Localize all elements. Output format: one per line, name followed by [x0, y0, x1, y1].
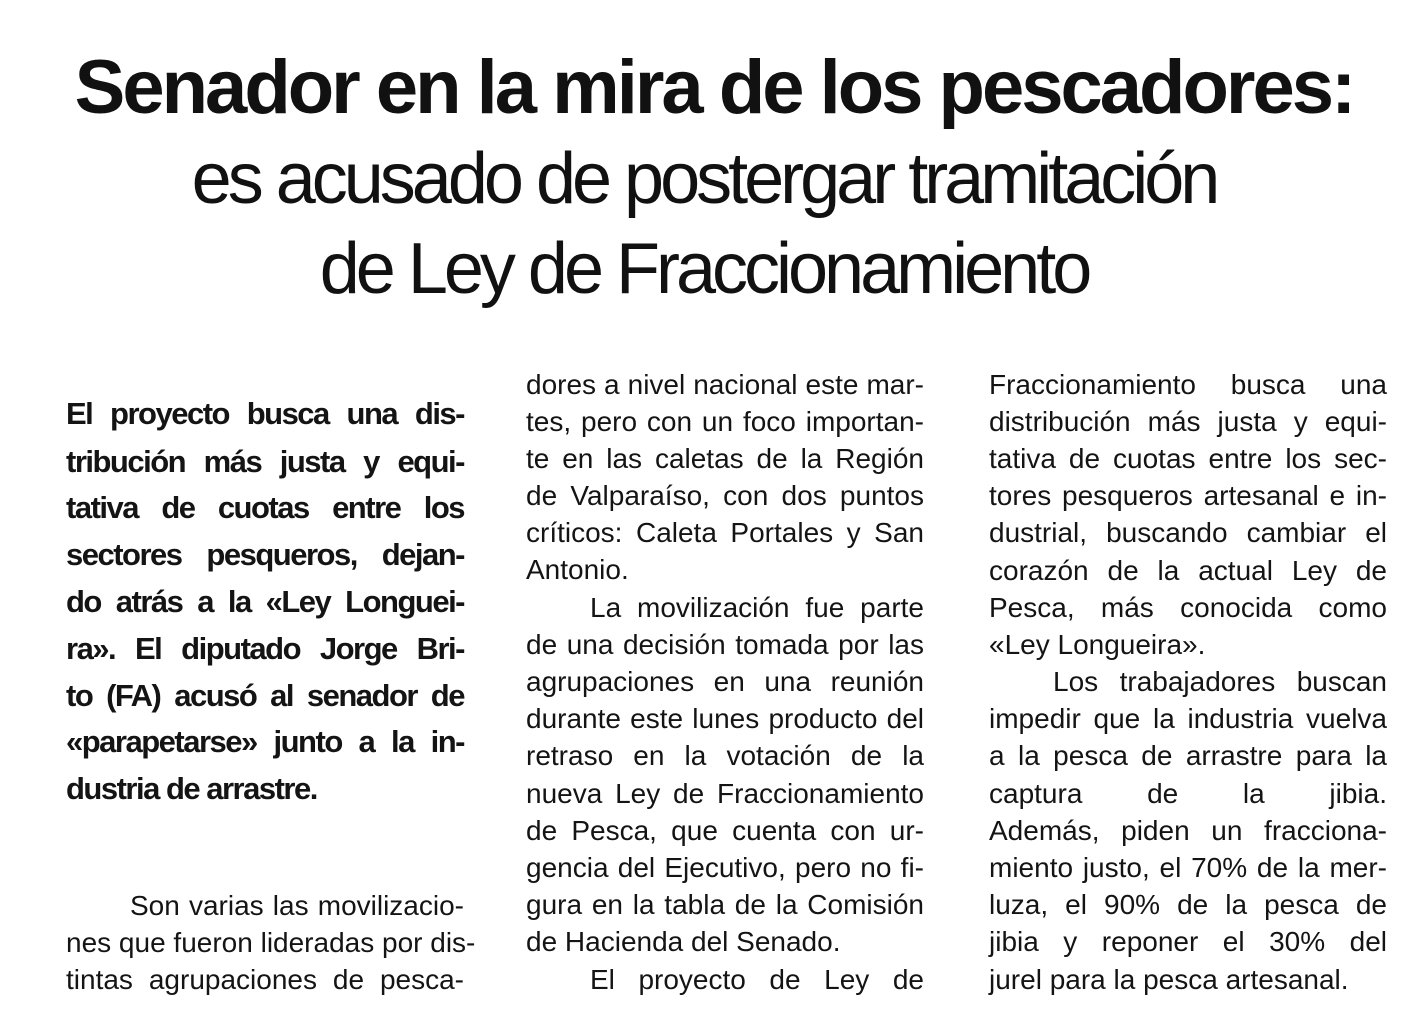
- body-line: gura en la tabla de la Comisión: [526, 889, 924, 920]
- lead-line: sectores pesqueros, dejan-: [66, 537, 464, 572]
- headline-line-3: de Ley de Fraccionamiento: [319, 229, 1089, 309]
- body-line: Además, piden un fracciona-: [989, 815, 1387, 846]
- body-line: de Hacienda del Senado.: [526, 926, 841, 957]
- lead-line: dustria de arrastre.: [66, 771, 317, 806]
- body-line: gencia del Ejecutivo, pero no fi-: [526, 852, 924, 883]
- body-line: retraso en la votación de la: [526, 740, 924, 771]
- body-line: miento justo, el 70% de la mer-: [989, 852, 1387, 883]
- body-line: tes, pero con un foco importan-: [526, 406, 924, 437]
- body-line: de Pesca, que cuenta con ur-: [526, 815, 924, 846]
- lead-line: El proyecto busca una dis-: [66, 396, 464, 431]
- body-line: a la pesca de arrastre para la: [989, 740, 1387, 771]
- body-line: «Ley Longueira».: [989, 629, 1206, 660]
- headline-line-1: Senador en la mira de los pescadores:: [74, 45, 1354, 130]
- body-line: Fraccionamiento busca una: [989, 369, 1387, 400]
- body-line: jurel para la pesca artesanal.: [989, 964, 1349, 995]
- body-line: tintas agrupaciones de pesca-: [66, 964, 464, 995]
- body-line: El proyecto de Ley de: [590, 964, 924, 995]
- body-line: La movilización fue parte: [590, 592, 924, 623]
- body-line: Antonio.: [526, 554, 629, 585]
- body-line: luza, el 90% de la pesca de: [989, 889, 1387, 920]
- body-line: tores pesqueros artesanal e in-: [989, 480, 1387, 511]
- body-line: dores a nivel nacional este mar-: [526, 369, 924, 400]
- body-line: críticos: Caleta Portales y San: [526, 517, 924, 548]
- headline-line-2: es acusado de postergar tramitación: [191, 139, 1217, 219]
- body-line: nueva Ley de Fraccionamiento: [526, 778, 924, 809]
- body-line: tativa de cuotas entre los sec-: [989, 443, 1387, 474]
- body-line: de Valparaíso, con dos puntos: [526, 480, 924, 511]
- body-line: Los trabajadores buscan: [1053, 666, 1387, 697]
- lead-line: do atrás a la «Ley Longuei-: [66, 584, 464, 619]
- body-line: agrupaciones en una reunión: [526, 666, 924, 697]
- body-line: durante este lunes producto del: [526, 703, 924, 734]
- body-line: te en las caletas de la Región: [526, 443, 924, 474]
- lead-line: to (FA) acusó al senador de: [66, 678, 464, 713]
- body-line: jibia y reponer el 30% del: [989, 926, 1387, 957]
- lead-line: «parapetarse» junto a la in-: [66, 724, 464, 759]
- lead-line: ra». El diputado Jorge Bri-: [66, 631, 464, 666]
- lead-line: tribución más justa y equi-: [66, 444, 464, 479]
- body-line: impedir que la industria vuelva: [989, 703, 1387, 734]
- body-line: Son varias las movilizacio-: [130, 890, 464, 921]
- body-line: dustrial, buscando cambiar el: [989, 517, 1387, 548]
- body-line: corazón de la actual Ley de: [989, 555, 1387, 586]
- body-line: Pesca, más conocida como: [989, 592, 1387, 623]
- headline: [0, 44, 1408, 314]
- lead-line: tativa de cuotas entre los: [66, 490, 464, 525]
- body-line: de una decisión tomada por las: [526, 629, 924, 660]
- body-line: distribución más justa y equi-: [989, 406, 1387, 437]
- body-line: nes que fueron lideradas por dis-: [66, 927, 476, 958]
- body-line: captura de la jibia.: [989, 778, 1387, 809]
